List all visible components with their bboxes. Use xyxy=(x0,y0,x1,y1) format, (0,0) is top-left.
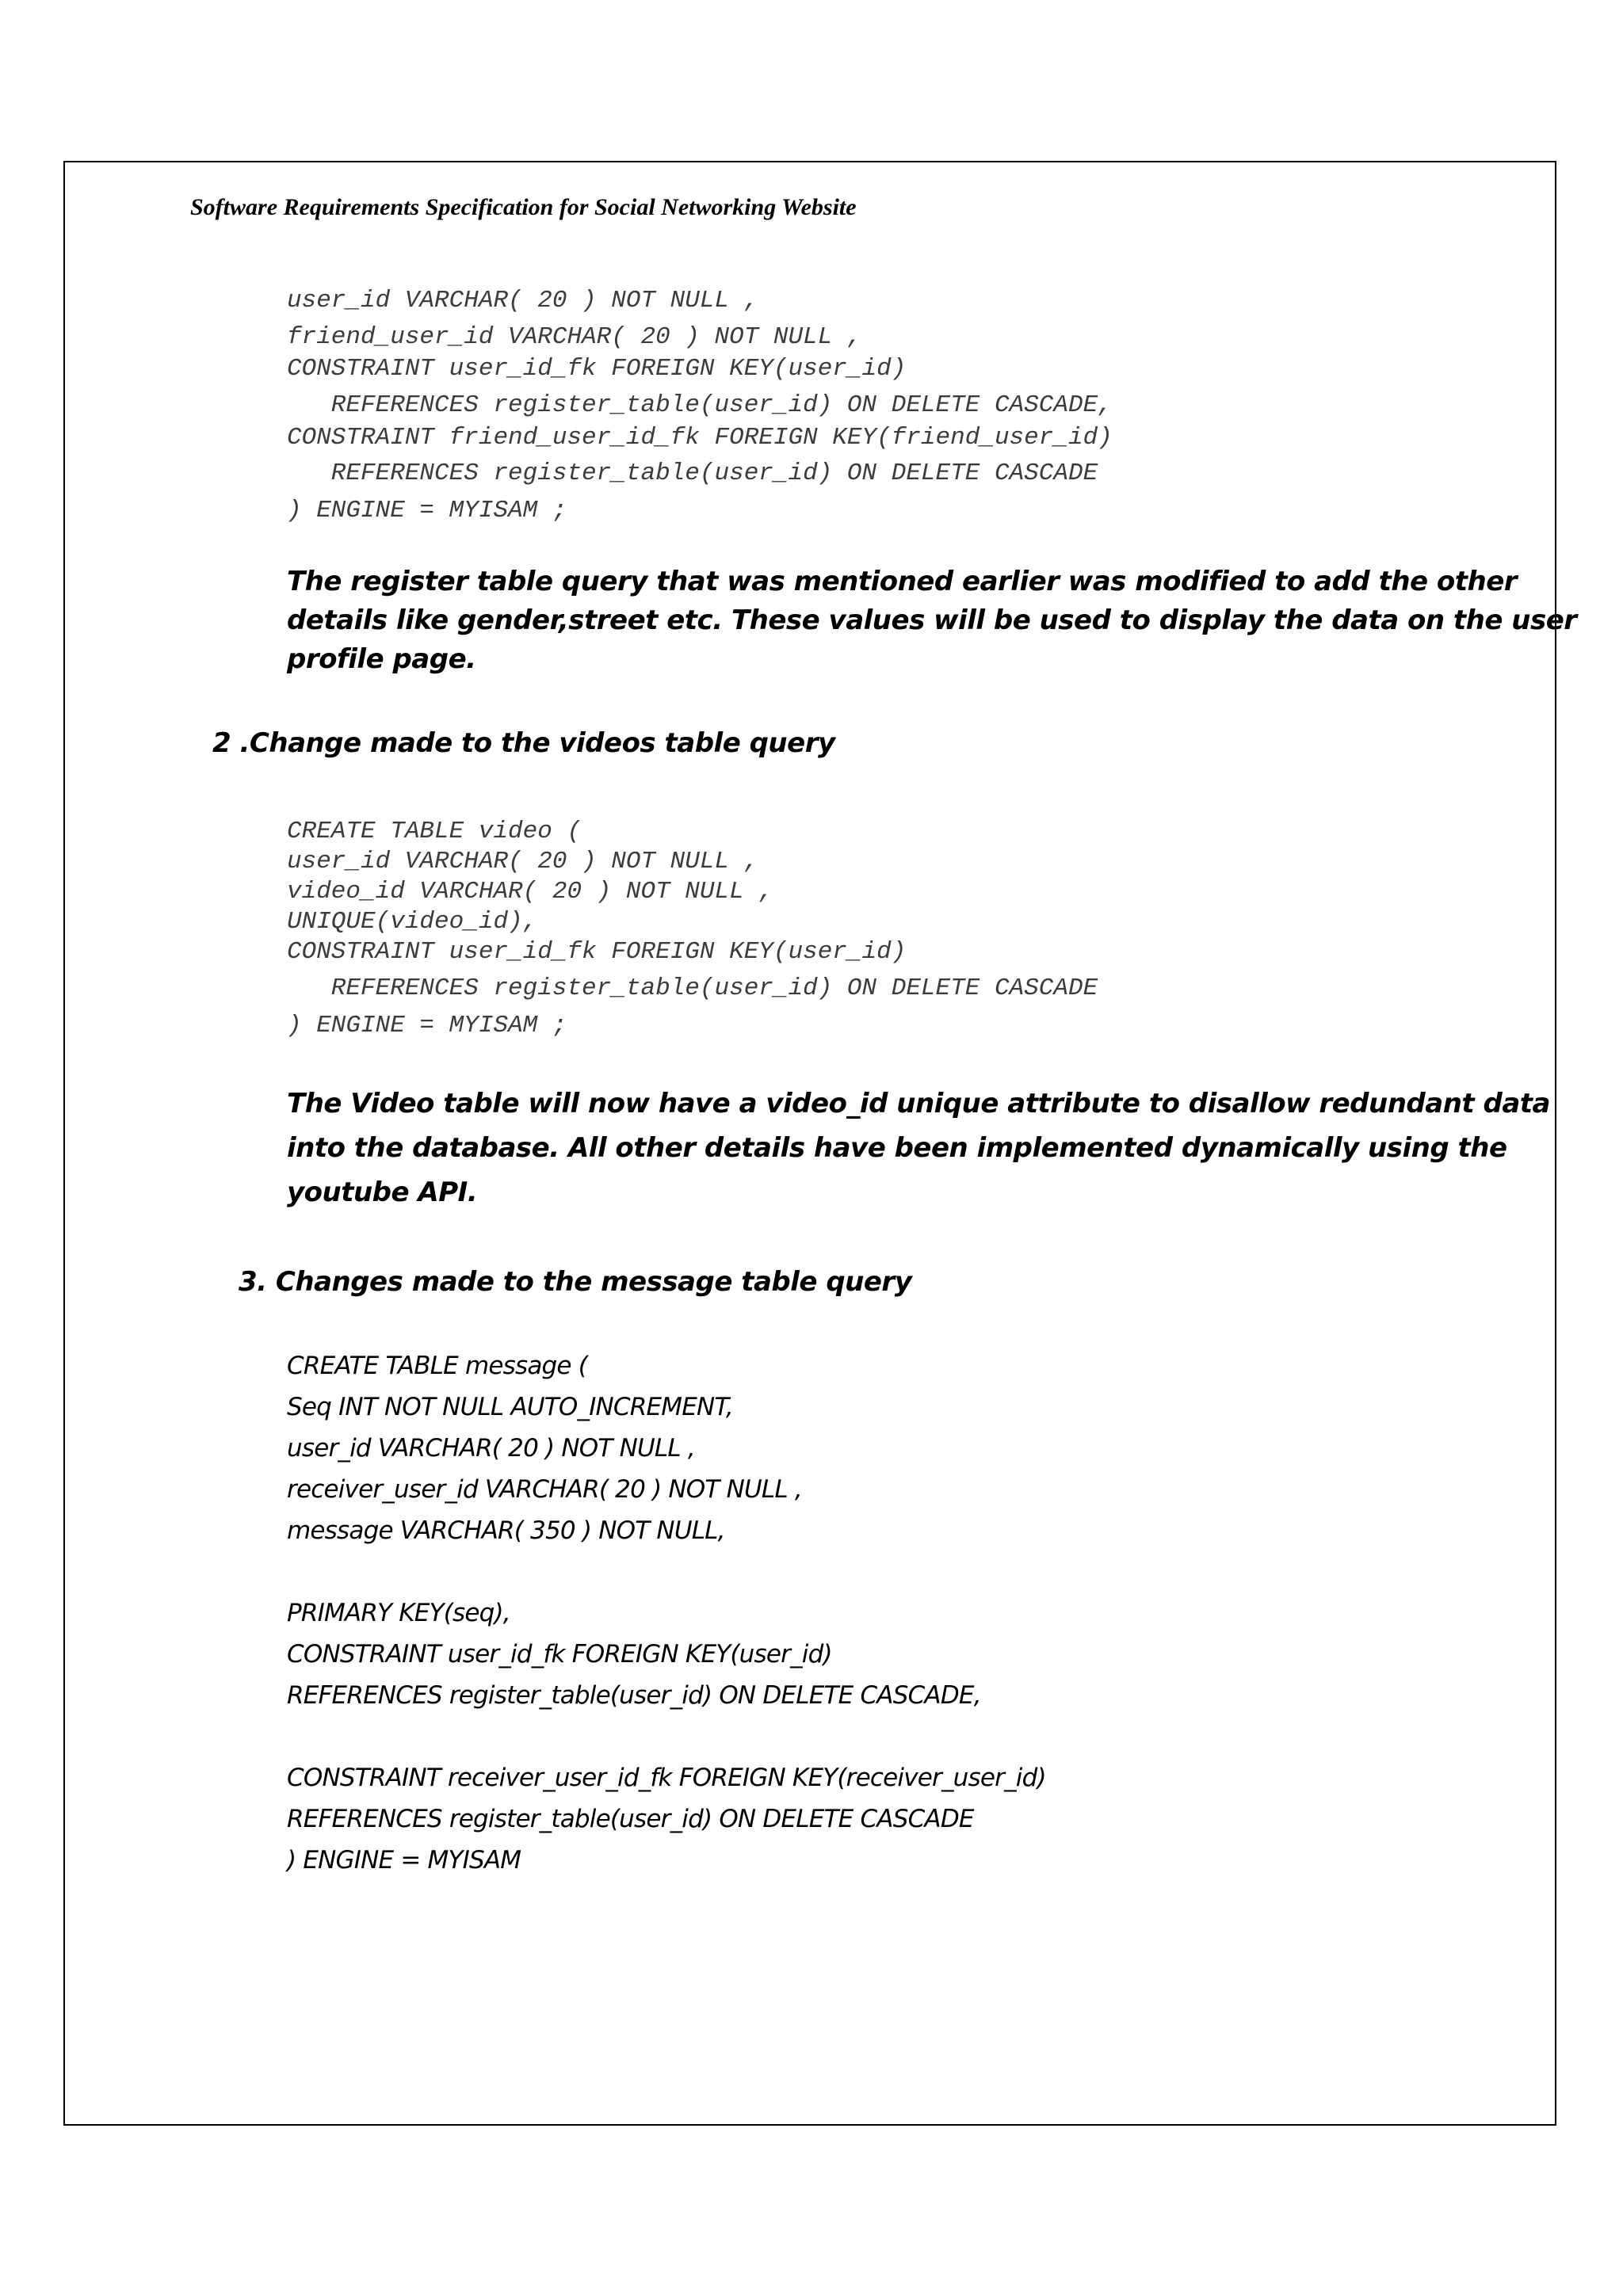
code-line: ) ENGINE = MYISAM xyxy=(287,1846,521,1875)
paragraph-line: into the database. All other details have been implemented dynamically using the xyxy=(287,1132,1507,1164)
code-line: ) ENGINE = MYISAM ; xyxy=(287,1012,567,1039)
code-line: REFERENCES register_table(user_id) ON DELETE CASCADE, xyxy=(287,1681,981,1710)
paragraph-line: profile page. xyxy=(287,643,476,675)
code-line: CONSTRAINT friend_user_id_fk FOREIGN KEY(friend_user_id) xyxy=(287,424,1113,452)
code-line: receiver_user_id VARCHAR( 20 ) NOT NULL , xyxy=(287,1475,802,1504)
code-line: CONSTRAINT user_id_fk FOREIGN KEY(user_id) xyxy=(287,1640,832,1669)
code-line: CONSTRAINT receiver_user_id_fk FOREIGN KEY(receiver_user_id) xyxy=(287,1764,1046,1792)
code-line: friend_user_id VARCHAR( 20 ) NOT NULL , xyxy=(287,323,862,351)
code-line: REFERENCES register_table(user_id) ON DELETE CASCADE xyxy=(287,974,1098,1002)
paragraph-line: The register table query that was mentioned earlier was modified to add the other xyxy=(287,566,1518,597)
code-line: CONSTRAINT user_id_fk FOREIGN KEY(user_id) xyxy=(287,938,907,966)
running-header: Software Requirements Specification for Social Networking Website xyxy=(190,194,857,220)
code-line: CREATE TABLE message ( xyxy=(287,1352,588,1380)
code-line: Seq INT NOT NULL AUTO_INCREMENT, xyxy=(287,1393,733,1421)
paragraph-line: The Video table will now have a video_id unique attribute to disallow redundant data xyxy=(287,1088,1550,1119)
code-line: video_id VARCHAR( 20 ) NOT NULL , xyxy=(287,878,773,906)
code-line: UNIQUE(video_id), xyxy=(287,908,538,936)
code-line: CONSTRAINT user_id_fk FOREIGN KEY(user_id) xyxy=(287,355,907,383)
paragraph-line: youtube API. xyxy=(287,1177,478,1208)
code-line: REFERENCES register_table(user_id) ON DELETE CASCADE xyxy=(287,1805,974,1833)
code-line: CREATE TABLE video ( xyxy=(287,818,582,845)
code-line: PRIMARY KEY(seq), xyxy=(287,1599,510,1627)
code-line: REFERENCES register_table(user_id) ON DELETE CASCADE, xyxy=(287,391,1113,419)
code-line: user_id VARCHAR( 20 ) NOT NULL , xyxy=(287,287,759,315)
code-line: user_id VARCHAR( 20 ) NOT NULL , xyxy=(287,848,759,875)
section-heading: 2 .Change made to the videos table query xyxy=(212,727,835,759)
paragraph-line: details like gender,street etc. These values will be used to display the data on the user xyxy=(287,605,1577,636)
code-line: user_id VARCHAR( 20 ) NOT NULL , xyxy=(287,1434,695,1463)
code-line: ) ENGINE = MYISAM ; xyxy=(287,497,567,524)
code-line: REFERENCES register_table(user_id) ON DELETE CASCADE xyxy=(287,460,1098,487)
section-heading: 3. Changes made to the message table query xyxy=(239,1266,912,1298)
code-line: message VARCHAR( 350 ) NOT NULL, xyxy=(287,1516,725,1545)
